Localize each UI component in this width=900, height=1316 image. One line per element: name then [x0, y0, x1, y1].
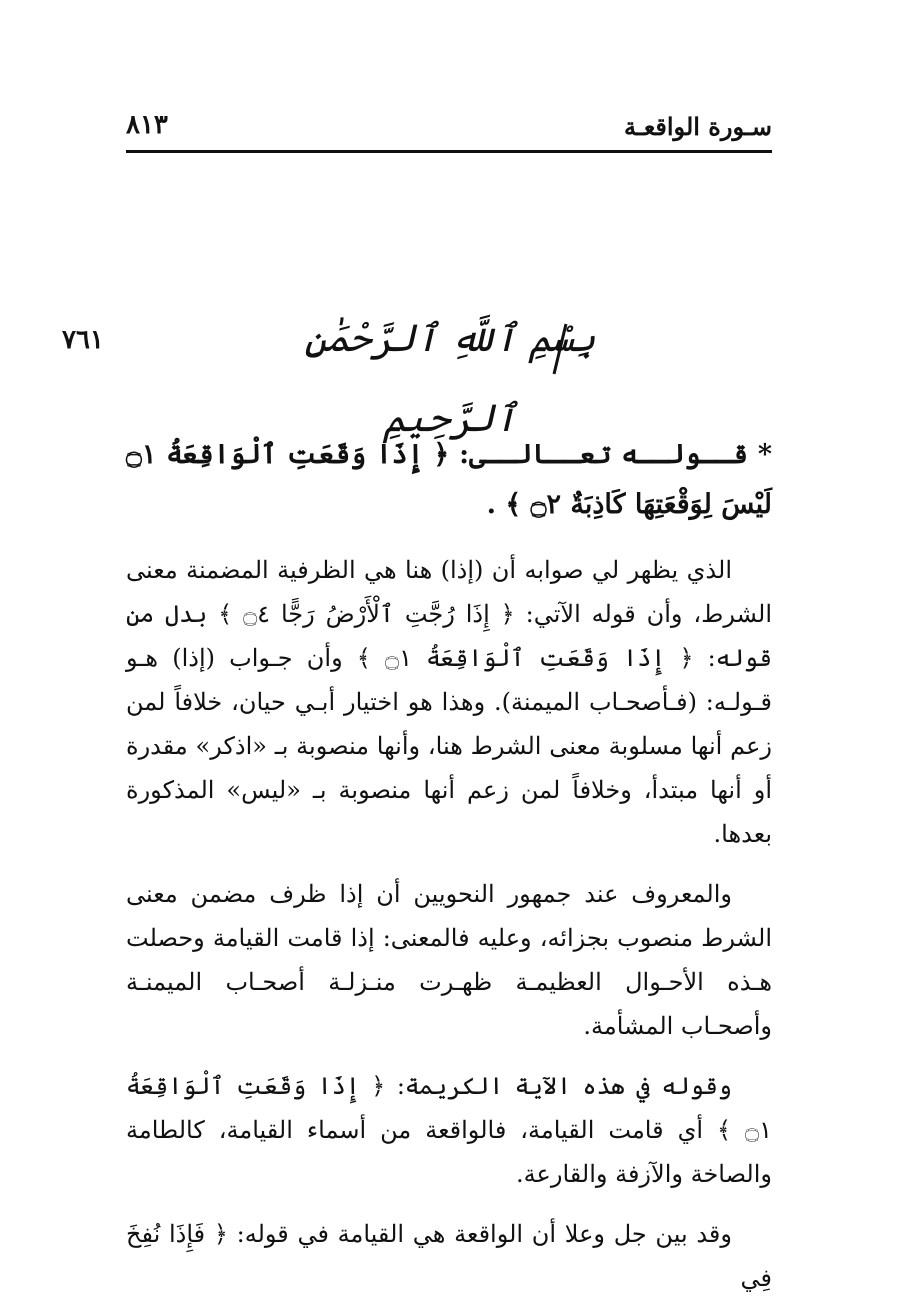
- page-header: [126, 108, 772, 148]
- paragraph: الذي يظهر لي صوابه أن (إذا) هنا هي الظرفية المضمنة معنى الشرط، وأن قوله الآتي: ﴿ إِذَا رُجَّتِ ٱلْأَرْضُ رَجًّا ۝٤ ﴾ بدل من قوله: ﴿ إِذَا وَقَعَتِ ٱلْوَاقِعَةُ ۝١ ﴾ وأن جـواب (إذا) هـو قـولـه: (فـأصحـاب الميمنة). وهذا هو اختيار أبـي حيان، خلافاً لمن زعم أنها مسلوبة معنى الشرط هنا، وأنها منصوبة بـ «اذكر» مقدرة أو أنها مبتدأ، وخلافاً لمن زعم أنها منصوبة بـ «ليس» المذكورة بعدها.: [126, 556, 773, 848]
- original-page-number: ٧٦١: [62, 325, 104, 355]
- paragraph: وقوله في هذه الآية الكريمة: ﴿ إِذَا وَقَعَتِ ٱلْوَاقِعَةُ ۝١ ﴾ أي قامت القيامة، فالواقعة من أسماء القيامة، كالطامة والصاخة والآزفة والقارعة.: [126, 1072, 772, 1188]
- surah-title: سـورة الواقعـة: [623, 112, 772, 141]
- header-rule: [126, 150, 772, 153]
- main-text: [126, 430, 772, 1316]
- paragraph: والمعروف عند جمهور النحويين أن إذا ظرف مضمن معنى الشرط منصوب بجزائه، وعليه فالمعنى: إذا قامت القيامة وحصلت هـذه الأحـوال العظيمـة ظهـرت منـزلـة أصحـاب الميمنـة وأصحـاب المشأمة.: [126, 880, 772, 1040]
- basmala: بِسْمِ ٱللَّهِ ٱلرَّحْمَٰنِ ٱلرَّحِيمِ: [304, 316, 596, 440]
- paragraph: وقد بين جل وعلا أن الواقعة هي القيامة في قوله: ﴿ فَإِذَا نُفِخَ فِي: [126, 1220, 772, 1292]
- page-number: ٨١٣: [126, 110, 168, 140]
- verse-heading: * قــولــه تعــالــى: ﴿ إِذَا وَقَعَتِ ٱلْوَاقِعَةُ ۝١ لَيْسَ لِوَقْعَتِهَا كَاذِبَةٌ ۝٢ ﴾ .: [126, 439, 772, 520]
